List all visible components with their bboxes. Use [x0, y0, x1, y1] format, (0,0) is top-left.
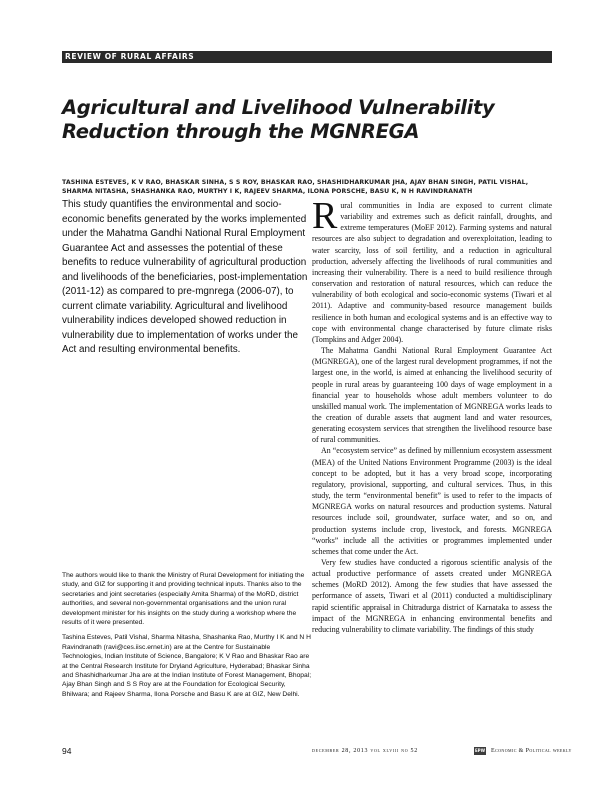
footnotes [62, 571, 312, 705]
affiliation-note: Tashina Esteves, Patil Vishal, Sharma Nitasha, Shashanka Rao, Murthy I K and N H Ravindranath (ravi@ces.iisc.ernet.in) are at the Centre for Sustainable Technologies, Indian Institute of Science, Bangalore; K V Rao and Bhaskar Rao are at the Central Research Institute for Dryland Agriculture, Hyderabad; Bhaskar Sinha and Shashidharkumar Jha are at the Indian Institute of Forest Management, Bhopal; Ajay Bhan Singh and S S Roy are at the Foundation for Ecological Security, Bhilwara; and Rajeev Sharma, Ilona Porsche and Basu K are at GIZ, New Delhi. [62, 634, 312, 698]
body-column [312, 195, 552, 635]
epw-logo-icon: EPW [474, 748, 486, 753]
author-list [62, 179, 552, 196]
body-paragraph-1 [312, 195, 552, 345]
abstract: This study quantifies the environmental and socio-economic benefits generated by the works implemented under the Mahatma Gandhi National Rural Employment Guarantee Act and assesses the potential of these benefits to reduce vulnerability of agricultural production and livelihoods of the beneficiaries, post-implementation (2011-12) as compared to pre-mgnrega (2006-07), to current climate variability. Agricultural and livelihood vulnerability indices developed showed reduction in vulnerability due to implementation of works under the Act and resulting environmental benefits. [62, 199, 308, 355]
body-paragraph-3: An “ecosystem service” as defined by millennium ecosystem assessment (MEA) of the United Nations Environment Programme (2003) is the ideal concept to be adopted, but it has a very broad scope, incorporating regulatory, provisional, supporting, and cultural services. Thus, in this study, the term “environmental benefit” is used to refer to the impacts of MGNREGA works on natural resources and production systems. Natural resources include soil, groundwater, surface water, and so on, and production systems include crop, livestock, and forests. MGNREGA “works” include all the activities or programmes implemented under schemes that come under the Act. [312, 446, 552, 556]
page-number: 94 [62, 746, 72, 756]
page-footer [62, 746, 572, 758]
issue-info: december 28, 2013 vol xlviii no 52 [312, 748, 418, 754]
body-paragraph-2: The Mahatma Gandhi National Rural Employment Guarantee Act (MGNREGA), one of the largest rural development programmes, if not the largest one, in the world, is aimed at enhancing the livelihood security of people in rural areas by guaranteeing 100 days of wage employment in a financial year to households whose adult members volunteer to do unskilled manual work. The implementation of MGNREGA works leads to the creation of durable assets that augment land and water resources, generating ecosystem services that strengthen the livelihood resource base of rural communities. [312, 346, 552, 445]
body-paragraph-4: Very few studies have conducted a rigorous scientific analysis of the actual productive performance of assets created under MGNREGA schemes (MoRD 2012). Among the few studies that have assessed the performance of assets, Tiwari et al (2011) conducted a multidisciplinary rapid scientific appraisal in Chitradurga district of Karnataka to assess the impact of the MGNREGA in enhancing environmental benefits and reducing vulnerability to climate variability. The findings of this study [312, 558, 552, 634]
acknowledgement-note: The authors would like to thank the Ministry of Rural Development for initiating the study, and GIZ for supporting it and providing technical inputs. Thanks also to the secretaries and joint secretaries (especially Amita Sharma) of the MoRD, district authorities, and several non-governmental organisations and the union rural development minister for his insights on the study during a workshop where the results of it were presented. [62, 572, 305, 627]
section-header-bar [62, 51, 552, 63]
journal-name: Economic & Political weekly [491, 748, 572, 754]
section-label: REVIEW OF RURAL AFFAIRS [65, 52, 195, 61]
article-title [62, 96, 542, 144]
title-line-1: Agricultural and Livelihood Vulnerability [62, 96, 495, 119]
title-line-2: Reduction through the MGNREGA [62, 120, 420, 143]
body-paragraph-1-text: ural communities in India are exposed to current climate variability and extremes such as deficit rainfall, droughts, and extreme temperatures (MoEF 2012). Farming systems and natural resources are also subject to degradation and overexploitation, leading to water scarcity, loss of soil fertility, and a reduction in agricultural production, adversely affecting the livelihoods of rural communities and increasing their vulnerability. There is a need to build resilience through conservation and restoration of natural resources, which can reduce the vulnerability of both ecological and socio-economic systems (Tiwari et al 2011). Adaptive and community-based resource management builds resilience in both human and ecological systems and is an effective way to cope with environmental change characterised by future climate risks (Tompkins and Adger 2004). [312, 201, 552, 344]
authors-line-2: SHARMA NITASHA, SHASHANKA RAO, MURTHY I K, RAJEEV SHARMA, ILONA PORSCHE, BASU K, N H RAVINDRANATH [62, 187, 473, 195]
authors-line-1: TASHINA ESTEVES, K V RAO, BHASKAR SINHA, S S ROY, BHASKAR RAO, SHASHIDHARKUMAR JHA, AJAY BHAN SINGH, PATIL VISHAL, [62, 179, 529, 186]
drop-cap: R [312, 195, 338, 237]
